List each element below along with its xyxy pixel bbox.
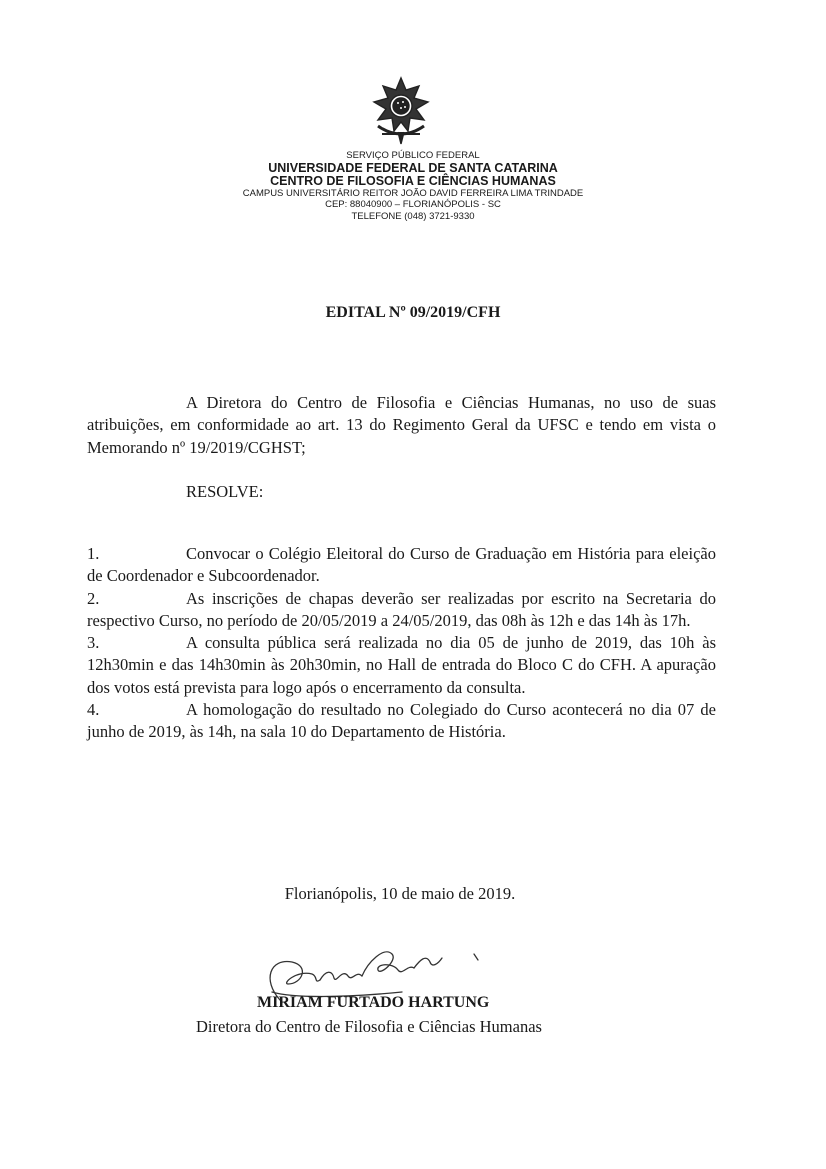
list-item [87, 632, 716, 699]
center-name: CENTRO DE FILOSOFIA E CIÊNCIAS HUMANAS [270, 173, 556, 188]
item-text: Convocar o Colégio Eleitoral do Curso de Graduação em História para eleição de Coordenador e Subcoordenador. [87, 544, 716, 586]
cep-line: CEP: 88040900 – FLORIANÓPOLIS - SC [325, 199, 501, 210]
service-line: SERVIÇO PÚBLICO FEDERAL [346, 150, 480, 161]
list-item [87, 543, 716, 588]
place-and-date: Florianópolis, 10 de maio de 2019. [284, 884, 516, 903]
item-text: As inscrições de chapas deverão ser realizadas por escrito na Secretaria do respectivo Curso, no período de 20/05/2019 a 24/05/2019, das 08h às 12h e das 14h às 17h. [87, 588, 716, 630]
item-number: 1. [87, 544, 100, 563]
letterhead [0, 150, 826, 222]
item-number: 3. [87, 633, 100, 653]
intro-paragraph [87, 392, 716, 459]
resolutions-list [87, 543, 716, 744]
item-number: 4. [87, 700, 100, 720]
resolve-heading: RESOLVE: [186, 482, 264, 501]
national-coat-of-arms-seal [368, 76, 434, 146]
document-title: EDITAL Nº 09/2019/CFH [325, 304, 501, 321]
intro-text: A Diretora do Centro de Filosofia e Ciências Humanas, no uso de suas atribuições, em conformidade ao art. 13 do Regimento Geral da UFSC e tendo em vista o Memorando nº 19/2019/CGHST; [87, 393, 716, 457]
item-text: A homologação do resultado no Colegiado do Curso acontecerá no dia 07 de junho de 2019, às 14h, na sala 10 do Departamento de História. [87, 700, 716, 742]
campus-line: CAMPUS UNIVERSITÁRIO REITOR JOÃO DAVID FERREIRA LIMA TRINDADE [242, 187, 584, 199]
signer-name: MIRIAM FURTADO HARTUNG [257, 994, 490, 1011]
item-number: 2. [87, 588, 100, 608]
item-text: A consulta pública será realizada no dia 05 de junho de 2019, das 10h às 12h30min e das 14h30min às 20h30min, no Hall de entrada do Bloco C do CFH. A apuração dos votos está prevista para logo após o encerramento da consulta. [87, 633, 716, 697]
university-name: UNIVERSIDADE FEDERAL DE SANTA CATARINA [268, 160, 558, 175]
signer-role: Diretora do Centro de Filosofia e Ciências Humanas [196, 1017, 542, 1036]
list-item [87, 588, 716, 633]
phone-line: TELEFONE (048) 3721-9330 [351, 210, 475, 222]
list-item [87, 699, 716, 744]
